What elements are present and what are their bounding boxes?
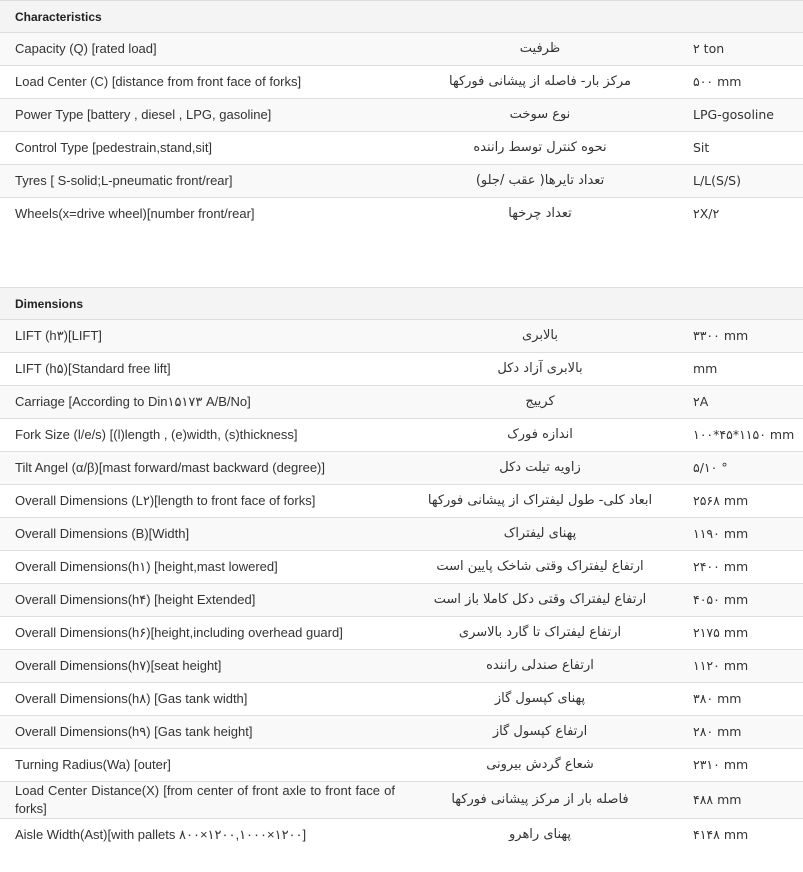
spec-label-fa: ظرفیت [395, 33, 685, 66]
spec-row [0, 818, 803, 851]
spec-row [0, 550, 803, 583]
spec-label-fa: نوع سوخت [395, 99, 685, 132]
spec-row [0, 484, 803, 517]
spec-value: ۲ ton [685, 33, 803, 66]
spec-label-en: Overall Dimensions(h۶)[height,including overhead guard] [0, 616, 395, 649]
spec-label-en: Overall Dimensions(h۸) [Gas tank width] [0, 682, 395, 715]
spec-label-en: Fork Size (l/e/s) [(l)length , (e)width, (s)thickness] [0, 418, 395, 451]
spec-label-fa: تعداد تایرها( عقب /جلو) [395, 165, 685, 198]
spec-label-fa: ارتفاع لیفتراک تا گارد بالاسری [395, 616, 685, 649]
spec-label-fa: پهنای لیفتراک [395, 517, 685, 550]
spec-row [0, 165, 803, 198]
spec-value: ۴۸۸ mm [685, 781, 803, 818]
spec-row [0, 66, 803, 99]
spec-row [0, 418, 803, 451]
spec-label-fa: ارتفاع کپسول گاز [395, 715, 685, 748]
spec-value: ۲۵۶۸ mm [685, 484, 803, 517]
spec-value: ۵۰۰ mm [685, 66, 803, 99]
spec-label-en: Overall Dimensions(h۱) [height,mast lowered] [0, 550, 395, 583]
spec-row [0, 319, 803, 352]
spec-label-fa: بالابری [395, 319, 685, 352]
spec-value: mm [685, 352, 803, 385]
spec-row [0, 616, 803, 649]
spec-label-fa: کرییج [395, 385, 685, 418]
spec-label-fa: ارتفاع صندلی راننده [395, 649, 685, 682]
spec-label-fa: ارتفاع لیفتراک وقتی شاخک پایین است [395, 550, 685, 583]
spec-label-en: Power Type [battery , diesel , LPG, gasoline] [0, 99, 395, 132]
spec-row [0, 649, 803, 682]
spec-value: ۱۱۲۰ mm [685, 649, 803, 682]
spec-value: LPG-gosoline [685, 99, 803, 132]
spec-label-fa: زاویه تیلت دکل [395, 451, 685, 484]
spec-label-en: LIFT (h۳)[LIFT] [0, 319, 395, 352]
spec-value: ۴۱۴۸ mm [685, 818, 803, 851]
spec-label-fa: مرکز بار- فاصله از پیشانی فورکها [395, 66, 685, 99]
spec-row [0, 748, 803, 781]
spec-row [0, 352, 803, 385]
spec-label-fa: بالابری آزاد دکل [395, 352, 685, 385]
spec-value: ۵/۱۰ ° [685, 451, 803, 484]
spec-value: Sit [685, 132, 803, 165]
spec-row [0, 99, 803, 132]
spec-label-fa: پهنای کپسول گاز [395, 682, 685, 715]
section-spacer [0, 231, 803, 287]
spec-row [0, 682, 803, 715]
spec-label-fa: نحوه کنترل توسط راننده [395, 132, 685, 165]
spec-label-en: Load Center Distance(X) [from center of front axle to front face of forks] [0, 781, 395, 818]
spec-value: L/L(S/S) [685, 165, 803, 198]
spec-label-fa: تعداد چرخها [395, 198, 685, 231]
spec-label-en: Load Center (C) [distance from front face of forks] [0, 66, 395, 99]
spec-value: ۲A [685, 385, 803, 418]
spec-row [0, 715, 803, 748]
spec-label-fa: اندازه فورک [395, 418, 685, 451]
spec-value: ۲۳۱۰ mm [685, 748, 803, 781]
spec-value: ۲X/۲ [685, 198, 803, 231]
spec-value: ۳۸۰ mm [685, 682, 803, 715]
dimensions-heading: Dimensions [0, 287, 803, 319]
spec-label-fa: ابعاد کلی- طول لیفتراک از پیشانی فورکها [395, 484, 685, 517]
spec-row [0, 781, 803, 818]
spec-label-en: Tilt Angel (α/β)[mast forward/mast backward (degree)] [0, 451, 395, 484]
spec-label-en: Overall Dimensions(h۹) [Gas tank height] [0, 715, 395, 748]
spec-row [0, 517, 803, 550]
spec-row [0, 583, 803, 616]
spec-label-fa: پهنای راهرو [395, 818, 685, 851]
spec-value: ۲۱۷۵ mm [685, 616, 803, 649]
spec-label-en: Capacity (Q) [rated load] [0, 33, 395, 66]
characteristics-table [0, 32, 803, 231]
spec-label-en: Overall Dimensions(h۴) [height Extended] [0, 583, 395, 616]
spec-value: ۳۳۰۰ mm [685, 319, 803, 352]
spec-value: ۱۰۰*۴۵*۱۱۵۰ mm [685, 418, 803, 451]
spec-value: ۲۴۰۰ mm [685, 550, 803, 583]
spec-row [0, 132, 803, 165]
spec-label-en: Tyres [ S-solid;L-pneumatic front/rear] [0, 165, 395, 198]
spec-label-fa: شعاع گردش بیرونی [395, 748, 685, 781]
spec-label-en: Overall Dimensions (L۲)[length to front face of forks] [0, 484, 395, 517]
spec-label-fa: ارتفاع لیفتراک وقتی دکل کاملا باز است [395, 583, 685, 616]
spec-value: ۲۸۰ mm [685, 715, 803, 748]
spec-label-en: Control Type [pedestrain,stand,sit] [0, 132, 395, 165]
dimensions-table [0, 319, 803, 852]
spec-value: ۱۱۹۰ mm [685, 517, 803, 550]
characteristics-heading: Characteristics [0, 0, 803, 32]
spec-label-en: Turning Radius(Wa) [outer] [0, 748, 395, 781]
spec-label-en: Wheels(x=drive wheel)[number front/rear] [0, 198, 395, 231]
spec-label-en: Overall Dimensions(h۷)[seat height] [0, 649, 395, 682]
spec-row [0, 451, 803, 484]
spec-label-en: LIFT (h۵)[Standard free lift] [0, 352, 395, 385]
spec-row [0, 33, 803, 66]
spec-row [0, 385, 803, 418]
spec-label-fa: فاصله بار از مرکز پیشانی فورکها [395, 781, 685, 818]
spec-value: ۴۰۵۰ mm [685, 583, 803, 616]
spec-label-en: Aisle Width(Ast)[with pallets ۸۰۰×۱۲۰۰,۱۰۰۰×۱۲۰۰] [0, 818, 395, 851]
spec-row [0, 198, 803, 231]
spec-label-en: Carriage [According to Din۱۵۱۷۳ A/B/No] [0, 385, 395, 418]
spec-label-en: Overall Dimensions (B)[Width] [0, 517, 395, 550]
